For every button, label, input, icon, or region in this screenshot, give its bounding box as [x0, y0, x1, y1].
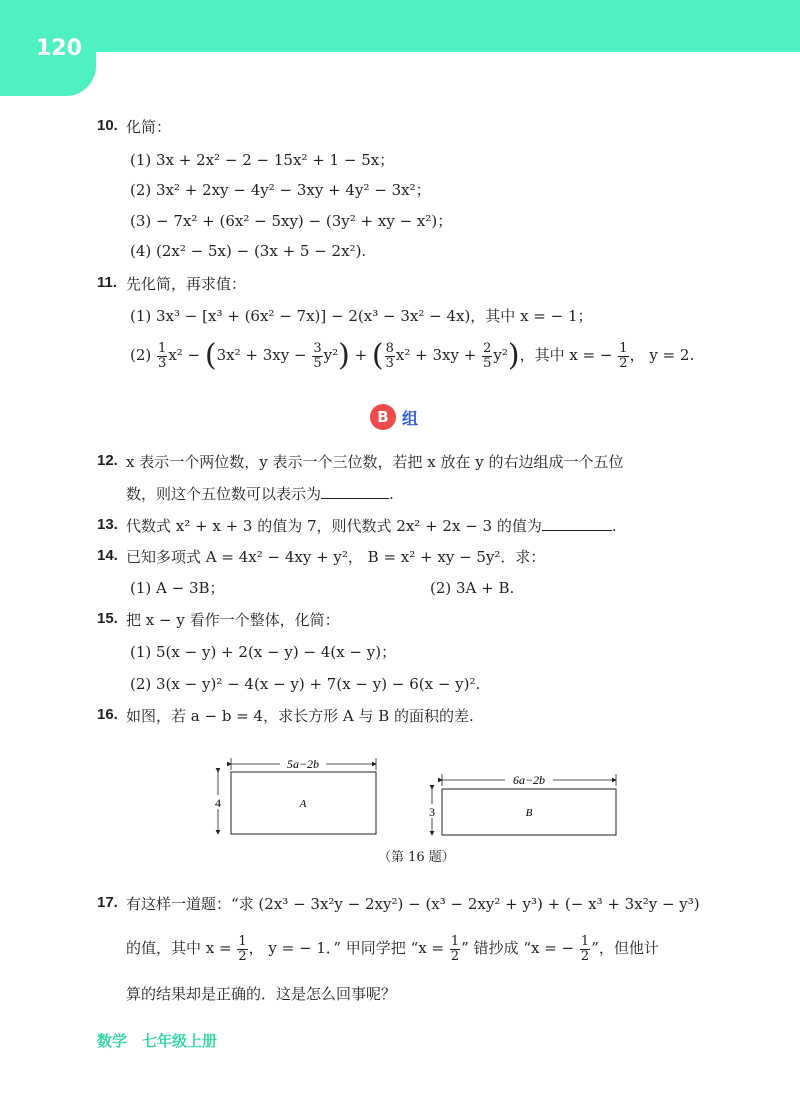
- question-number: 10.: [97, 117, 118, 134]
- fraction: $\frac{1}{2}$: [238, 933, 247, 964]
- width-label-b: 6a−2b: [512, 773, 546, 787]
- question-number: 13.: [97, 516, 118, 533]
- fraction: $\frac{1}{2}$: [580, 933, 590, 964]
- height-label-a: 4: [215, 796, 221, 810]
- question-number: 11.: [97, 274, 118, 291]
- question-text: 如图，若 a − b = 4，求长方形 A 与 B 的面积的差.: [126, 707, 474, 725]
- height-label-b: 3: [429, 805, 435, 819]
- question-text: x 表示一个两位数，y 表示一个三位数，若把 x 放在 y 的右边组成一个五位: [126, 453, 624, 471]
- part-3: (3) − 7x² + (6x² − 5xy) − (3y² + xy − x²)；: [130, 212, 453, 230]
- question-text: 代数式 x² + x + 3 的值为 7，则代数式 2x² + 2x − 3 的值为 .: [126, 517, 617, 535]
- question-number: 15.: [97, 610, 118, 627]
- part-2: (2) 3A + B.: [430, 579, 515, 597]
- part-1: (1) 5(x − y) + 2(x − y) − 4(x − y)；: [130, 643, 397, 661]
- question-text-cont: 算的结果却是正确的．这是怎么回事呢？: [126, 985, 397, 1003]
- question-number: 14.: [97, 547, 118, 564]
- part-2: (2) $\frac{1}{3}$ x² − (3x² + 3xy − $\frac{3}{5}$ y²) + ( $\frac{8}{3}$ x² + 3xy + $\frac{2}{5}$ y²)，其中 x = − $\frac{1}{2}$ ， y = 2.: [130, 338, 695, 373]
- fraction: $\frac{8}{3}$: [385, 340, 394, 371]
- question-text: 化简：: [126, 118, 172, 136]
- fraction: $\frac{1}{2}$: [619, 340, 628, 371]
- width-label-a: 5a−2b: [286, 757, 320, 771]
- label-a: A: [299, 798, 307, 810]
- group-title: 组: [402, 408, 419, 428]
- question-text: 把 x − y 看作一个整体，化简：: [126, 611, 340, 629]
- question-text: 先化简，再求值：: [126, 275, 247, 293]
- figure-caption: （第 16 题）: [378, 850, 455, 865]
- part-1: (1) A − 3B；: [130, 579, 225, 597]
- group-badge: B: [370, 404, 396, 430]
- part-label: (2): [130, 346, 152, 364]
- question-number: 16.: [97, 706, 118, 723]
- page-number: 120: [36, 36, 82, 61]
- fraction: $\frac{1}{2}$: [450, 933, 460, 964]
- question-text-cont: 的值，其中 x = $\frac{1}{2}$ ， y = − 1．” 甲同学把 “x = $\frac{1}{2}$ ” 错抄成 “x = − $\frac{1}{2}$ ”，但他计: [126, 933, 659, 964]
- question-text: 有这样一道题：“求 (2x³ − 3x²y − 2xy²) − (x³ − 2xy² + y³) + (− x³ + 3x²y − y³): [126, 895, 700, 913]
- label-b: B: [525, 807, 533, 819]
- part-4: (4) (2x² − 5x) − (3x + 5 − 2x²).: [130, 242, 367, 260]
- part-2: (2) 3(x − y)² − 4(x − y) + 7(x − y) − 6(x − y)².: [130, 675, 481, 693]
- part-1: (1) 3x³ − [x³ + (6x² − 7x)] − 2(x³ − 3x² − 4x)，其中 x = − 1；: [130, 307, 593, 325]
- question-text: 已知多项式 A = 4x² − 4xy + y²， B = x² + xy − 5y²．求：: [126, 548, 546, 566]
- question-number: 17.: [97, 894, 118, 911]
- footer-book-title: 数学 七年级上册: [97, 1032, 218, 1050]
- fraction: $\frac{1}{3}$: [158, 340, 167, 371]
- question-number: 12.: [97, 452, 118, 469]
- part-1: (1) 3x + 2x² − 2 − 15x² + 1 − 5x；: [130, 151, 395, 169]
- fraction: $\frac{3}{5}$: [313, 340, 322, 371]
- question-text-cont: 数，则这个五位数可以表示为 .: [126, 485, 394, 503]
- part-2: (2) 3x² + 2xy − 4y² − 3xy + 4y² − 3x²；: [130, 181, 431, 199]
- fraction: $\frac{2}{5}$: [483, 340, 492, 371]
